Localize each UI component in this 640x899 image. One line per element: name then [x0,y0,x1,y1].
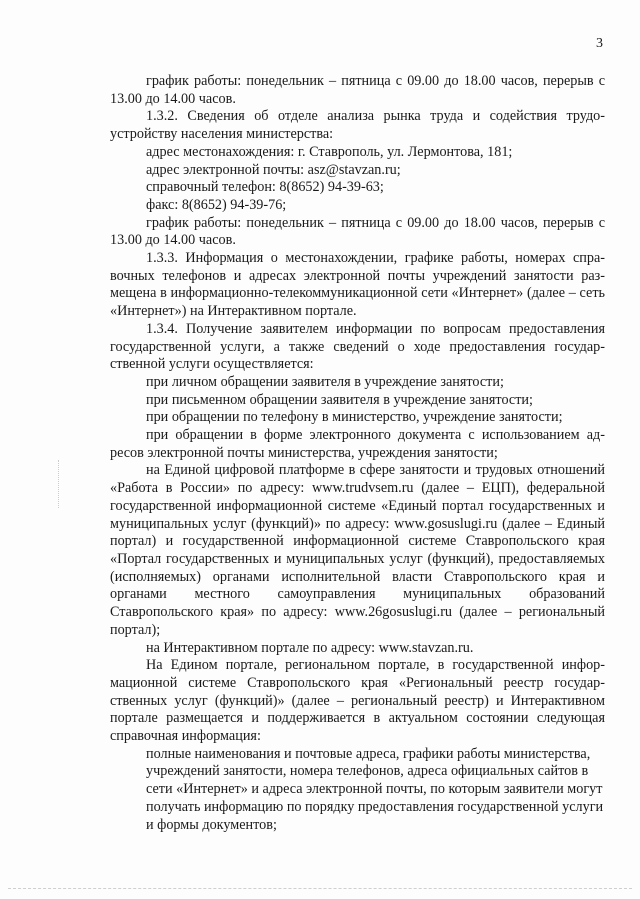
scan-bottom-edge [8,888,632,889]
paragraph: при письменном обращении заявителя в учреждение занятости; [146,391,533,408]
paragraph: при личном обращении заявителя в учреждение занятости; [146,373,504,390]
paragraph: на Единой цифровой платформе в сфере занятости и трудовых отношений «Работа в России» по адресу: www.trudvsem.ru (далее – ЕЦП), федеральной государственной информационной системе «Единый портал государственных и муниципальных услуг (функций)» по адресу: www.gosuslugi.ru (далее – Единый портал) и государственной информационной системе Ставропольского края «Портал государственных и муниципальных услуг (функций), предоставляемых (исполняемых) органами исполнительной власти Ставропольского края и органами местного самоуправления муниципальных образований Ставропольского края» по адресу: www.26gosuslugi.ru (далее – региональный портал); [110,462,605,638]
paragraph: при обращении в форме электронного документа с использованием адресов электронной почты министерства, учреждения занятости; [110,427,605,461]
paragraph: график работы: понедельник – пятница с 09.00 до 18.00 часов, перерыв с 13.00 до 14.00 часов. [110,214,605,249]
paragraph: На Едином портале, региональном портале, в государственной информационной системе Ставропольского края «Региональный реестр государственных услуг (функций)» (далее – региональный реестр) и Интерактивном портале размещается и поддерживается в актуальном состоянии следующая справочная информация: [110,657,605,745]
paragraph: полные наименования и почтовые адреса, графики работы министерства, учреждений занятости, номера телефонов, адреса официальных сайтов в сети «Интернет» и адреса электронной почты, по которым заявители могут получать информацию по порядку предоставления государственной услуги и формы документов; [146,745,604,833]
paragraph: факс: 8(8652) 94-39-76; [146,196,287,213]
paragraph: 1.3.4. Получение заявителем информации по вопросам предоставления государственной услуги, а также сведений о ходе предоставления государственной услуги осуществляется: [110,320,605,373]
paragraph: справочный телефон: 8(8652) 94-39-63; [146,179,384,196]
paragraph: при обращении по телефону в министерство, учреждение занятости; [146,409,563,426]
document-body [110,73,605,834]
paragraph: 1.3.3. Информация о местонахождении, графике работы, номерах справочных телефонов и адресах электронной почты учреждений занятости размещена в информационно-телекоммуникационной сети «Интернет» (далее – сеть «Интернет») на Интерактивном портале. [110,250,605,320]
paragraph: на Интерактивном портале по адресу: www.stavzan.ru. [146,639,474,656]
paragraph: график работы: понедельник – пятница с 09.00 до 18.00 часов, перерыв с 13.00 до 14.00 часов. [110,73,605,107]
page-number: 3 [596,36,603,51]
paragraph: 1.3.2. Сведения об отделе анализа рынка труда и содействия трудоустройству населения министерства: [110,108,605,143]
paragraph: адрес местонахождения: г. Ставрополь, ул. Лермонтова, 181; [146,143,513,160]
paragraph: адрес электронной почты: asz@stavzan.ru; [146,161,401,178]
scan-margin-mark [58,460,63,508]
